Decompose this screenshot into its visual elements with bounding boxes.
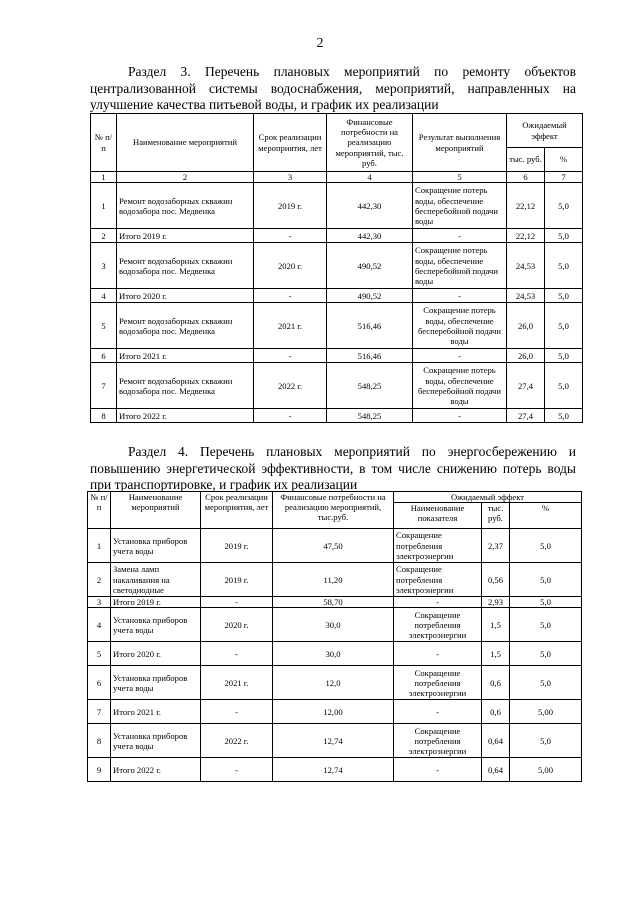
row-name: Итого 2019 г. bbox=[111, 597, 201, 608]
row-num: 8 bbox=[91, 409, 117, 423]
row-result: Сокращение потерь воды, обеспечение бесперебойной подачи воды bbox=[413, 243, 507, 289]
header-effect: Ожидаемый эффект bbox=[507, 114, 583, 148]
row-indicator: - bbox=[394, 642, 482, 666]
header-num: № п/п bbox=[91, 114, 117, 172]
row-effect-rub: 1,5 bbox=[482, 608, 510, 642]
row-name: Установка приборов учета воды bbox=[111, 529, 201, 563]
row-num: 7 bbox=[88, 700, 111, 724]
header-result: Результат выполнения мероприятий bbox=[413, 114, 507, 172]
row-effect-pct: 5,00 bbox=[510, 700, 582, 724]
row-name: Итого 2021 г. bbox=[111, 700, 201, 724]
col-number: 7 bbox=[545, 172, 583, 183]
row-num: 9 bbox=[88, 758, 111, 782]
row-num: 6 bbox=[91, 349, 117, 363]
col-number: 5 bbox=[413, 172, 507, 183]
row-term: - bbox=[201, 642, 273, 666]
col-number: 2 bbox=[117, 172, 254, 183]
row-name: Итого 2019 г. bbox=[117, 229, 254, 243]
row-finance: 47,50 bbox=[273, 529, 394, 563]
total-row bbox=[88, 642, 582, 666]
row-num: 2 bbox=[88, 563, 111, 597]
row-term: - bbox=[201, 758, 273, 782]
row-result: - bbox=[413, 349, 507, 363]
row-num: 5 bbox=[88, 642, 111, 666]
row-num: 3 bbox=[91, 243, 117, 289]
row-num: 1 bbox=[88, 529, 111, 563]
row-num: 7 bbox=[91, 363, 117, 409]
header-term: Срок реализации мероприятия, лет bbox=[254, 114, 327, 172]
header-effect-unit: тыс. руб. bbox=[482, 503, 510, 529]
header-effect: Ожидаемый эффект bbox=[394, 492, 582, 503]
row-effect-pct: 5,0 bbox=[545, 289, 583, 303]
row-finance: 12,74 bbox=[273, 758, 394, 782]
row-effect-rub: 2,93 bbox=[482, 597, 510, 608]
row-term: 2020 г. bbox=[201, 608, 273, 642]
row-finance: 490,52 bbox=[327, 289, 413, 303]
row-term: 2021 г. bbox=[201, 666, 273, 700]
row-effect-rub: 26,0 bbox=[507, 349, 545, 363]
header-effect-unit: тыс. руб. bbox=[507, 148, 545, 172]
table-row bbox=[88, 666, 582, 700]
row-finance: 12,00 bbox=[273, 700, 394, 724]
col-number: 6 bbox=[507, 172, 545, 183]
row-name: Установка приборов учета воды bbox=[111, 608, 201, 642]
header-name: Наименование мероприятий bbox=[117, 114, 254, 172]
row-term: 2020 г. bbox=[254, 243, 327, 289]
row-effect-pct: 5,0 bbox=[510, 666, 582, 700]
row-result: - bbox=[413, 229, 507, 243]
row-effect-pct: 5,0 bbox=[510, 608, 582, 642]
total-row bbox=[91, 229, 583, 243]
row-term: 2021 г. bbox=[254, 303, 327, 349]
row-name: Ремонт водозаборных скважин водозабора пос. Медвенка bbox=[117, 303, 254, 349]
section4-table bbox=[87, 491, 582, 782]
table-row bbox=[91, 363, 583, 409]
row-effect-pct: 5,0 bbox=[545, 303, 583, 349]
total-row bbox=[91, 409, 583, 423]
row-effect-rub: 0,56 bbox=[482, 563, 510, 597]
row-finance: 30,0 bbox=[273, 642, 394, 666]
row-name: Итого 2021 г. bbox=[117, 349, 254, 363]
header-finance: Финансовые потребности на реализацию мероприятий, тыс.руб. bbox=[273, 492, 394, 529]
row-indicator: - bbox=[394, 700, 482, 724]
section4-heading-text: Раздел 4. Перечень плановых мероприятий по энергосбережению и повышению энергетической эффективности, в том числе снижению потерь воды при транспортировке, и график их реализации bbox=[90, 444, 576, 492]
row-num: 3 bbox=[88, 597, 111, 608]
row-effect-rub: 0,6 bbox=[482, 666, 510, 700]
header-effect-pct: % bbox=[545, 148, 583, 172]
column-numbers-row bbox=[91, 172, 583, 183]
row-term: 2022 г. bbox=[254, 363, 327, 409]
col-number: 1 bbox=[91, 172, 117, 183]
row-name: Ремонт водозаборных скважин водозабора пос. Медвенка bbox=[117, 183, 254, 229]
row-indicator: Сокращение потребления электроэнергии bbox=[394, 563, 482, 597]
table-row bbox=[88, 608, 582, 642]
row-effect-pct: 5,0 bbox=[545, 409, 583, 423]
row-name: Замена ламп накаливания на светодиодные bbox=[111, 563, 201, 597]
row-result: Сокращение потерь воды, обеспечение бесперебойной подачи воды bbox=[413, 303, 507, 349]
row-finance: 12,0 bbox=[273, 666, 394, 700]
header-term: Срок реализации мероприятия, лет bbox=[201, 492, 273, 529]
row-effect-rub: 22,12 bbox=[507, 229, 545, 243]
row-name: Итого 2022 г. bbox=[111, 758, 201, 782]
header-effect-pct: % bbox=[510, 503, 582, 529]
row-effect-pct: 5,0 bbox=[545, 363, 583, 409]
page-number: 2 bbox=[316, 36, 324, 51]
table-row bbox=[88, 724, 582, 758]
row-result: - bbox=[413, 289, 507, 303]
row-finance: 30,0 bbox=[273, 608, 394, 642]
row-num: 2 bbox=[91, 229, 117, 243]
row-effect-pct: 5,0 bbox=[545, 229, 583, 243]
row-term: - bbox=[201, 597, 273, 608]
row-result: Сокращение потерь воды, обеспечение бесперебойной подачи воды bbox=[413, 363, 507, 409]
row-term: - bbox=[254, 349, 327, 363]
row-effect-rub: 0,6 bbox=[482, 700, 510, 724]
row-finance: 548,25 bbox=[327, 363, 413, 409]
row-effect-rub: 24,53 bbox=[507, 243, 545, 289]
row-finance: 490,52 bbox=[327, 243, 413, 289]
row-name: Итого 2020 г. bbox=[117, 289, 254, 303]
row-effect-pct: 5,0 bbox=[510, 642, 582, 666]
row-indicator: Сокращение потребления электроэнергии bbox=[394, 666, 482, 700]
row-term: 2022 г. bbox=[201, 724, 273, 758]
row-num: 1 bbox=[91, 183, 117, 229]
section3-table bbox=[90, 113, 583, 423]
row-term: - bbox=[254, 229, 327, 243]
row-effect-pct: 5,0 bbox=[545, 183, 583, 229]
row-num: 4 bbox=[91, 289, 117, 303]
row-effect-rub: 1,5 bbox=[482, 642, 510, 666]
row-name: Ремонт водозаборных скважин водозабора пос. Медвенка bbox=[117, 243, 254, 289]
row-effect-rub: 0,64 bbox=[482, 758, 510, 782]
header-num: № п/п bbox=[88, 492, 111, 529]
row-indicator: Сокращение потребления электроэнергии bbox=[394, 608, 482, 642]
row-finance: 516,46 bbox=[327, 349, 413, 363]
row-num: 8 bbox=[88, 724, 111, 758]
row-effect-pct: 5,0 bbox=[510, 529, 582, 563]
row-effect-pct: 5,0 bbox=[545, 243, 583, 289]
row-effect-rub: 2,37 bbox=[482, 529, 510, 563]
total-row bbox=[91, 349, 583, 363]
table-row bbox=[91, 183, 583, 229]
row-finance: 58,70 bbox=[273, 597, 394, 608]
row-term: - bbox=[254, 409, 327, 423]
row-num: 6 bbox=[88, 666, 111, 700]
row-effect-rub: 27,4 bbox=[507, 409, 545, 423]
row-finance: 442,30 bbox=[327, 229, 413, 243]
row-indicator: Сокращение потребления электроэнергии bbox=[394, 724, 482, 758]
row-effect-rub: 0,64 bbox=[482, 724, 510, 758]
row-name: Установка приборов учета воды bbox=[111, 666, 201, 700]
row-result: - bbox=[413, 409, 507, 423]
table-row bbox=[88, 563, 582, 597]
header-name: Наименование мероприятий bbox=[111, 492, 201, 529]
row-effect-pct: 5,00 bbox=[510, 758, 582, 782]
row-num: 5 bbox=[91, 303, 117, 349]
col-number: 4 bbox=[327, 172, 413, 183]
row-effect-rub: 27,4 bbox=[507, 363, 545, 409]
row-effect-pct: 5,0 bbox=[510, 597, 582, 608]
row-term: 2019 г. bbox=[201, 529, 273, 563]
row-term: 2019 г. bbox=[201, 563, 273, 597]
row-num: 4 bbox=[88, 608, 111, 642]
row-indicator: - bbox=[394, 597, 482, 608]
row-effect-pct: 5,0 bbox=[510, 724, 582, 758]
row-effect-rub: 22,12 bbox=[507, 183, 545, 229]
row-effect-rub: 24,53 bbox=[507, 289, 545, 303]
total-row bbox=[91, 289, 583, 303]
table-row bbox=[91, 303, 583, 349]
row-indicator: - bbox=[394, 758, 482, 782]
row-term: - bbox=[254, 289, 327, 303]
table-row bbox=[88, 529, 582, 563]
row-finance: 516,46 bbox=[327, 303, 413, 349]
section3-heading-text: Раздел 3. Перечень плановых мероприятий по ремонту объектов централизованной системы водоснабжения, мероприятий, направленных на улучшение качества питьевой воды, и график их реализации bbox=[90, 64, 576, 112]
row-finance: 12,74 bbox=[273, 724, 394, 758]
header-finance: Финансовые потребности на реализацию мероприятий, тыс. руб. bbox=[327, 114, 413, 172]
row-effect-pct: 5,0 bbox=[545, 349, 583, 363]
row-name: Установка приборов учета воды bbox=[111, 724, 201, 758]
row-finance: 548,25 bbox=[327, 409, 413, 423]
total-row bbox=[88, 700, 582, 724]
total-row bbox=[88, 758, 582, 782]
total-row bbox=[88, 597, 582, 608]
row-effect-pct: 5,0 bbox=[510, 563, 582, 597]
row-name: Итого 2022 г. bbox=[117, 409, 254, 423]
header-indicator: Наименование показателя bbox=[394, 503, 482, 529]
row-term: 2019 г. bbox=[254, 183, 327, 229]
row-name: Итого 2020 г. bbox=[111, 642, 201, 666]
section4-heading bbox=[90, 444, 576, 494]
row-indicator: Сокращение потребления электроэнергии bbox=[394, 529, 482, 563]
row-result: Сокращение потерь воды, обеспечение бесперебойной подачи воды bbox=[413, 183, 507, 229]
row-name: Ремонт водозаборных скважин водозабора пос. Медвенка bbox=[117, 363, 254, 409]
table-row bbox=[91, 243, 583, 289]
row-effect-rub: 26,0 bbox=[507, 303, 545, 349]
row-finance: 442,30 bbox=[327, 183, 413, 229]
row-term: - bbox=[201, 700, 273, 724]
section3-heading bbox=[90, 64, 576, 114]
row-finance: 11,20 bbox=[273, 563, 394, 597]
col-number: 3 bbox=[254, 172, 327, 183]
